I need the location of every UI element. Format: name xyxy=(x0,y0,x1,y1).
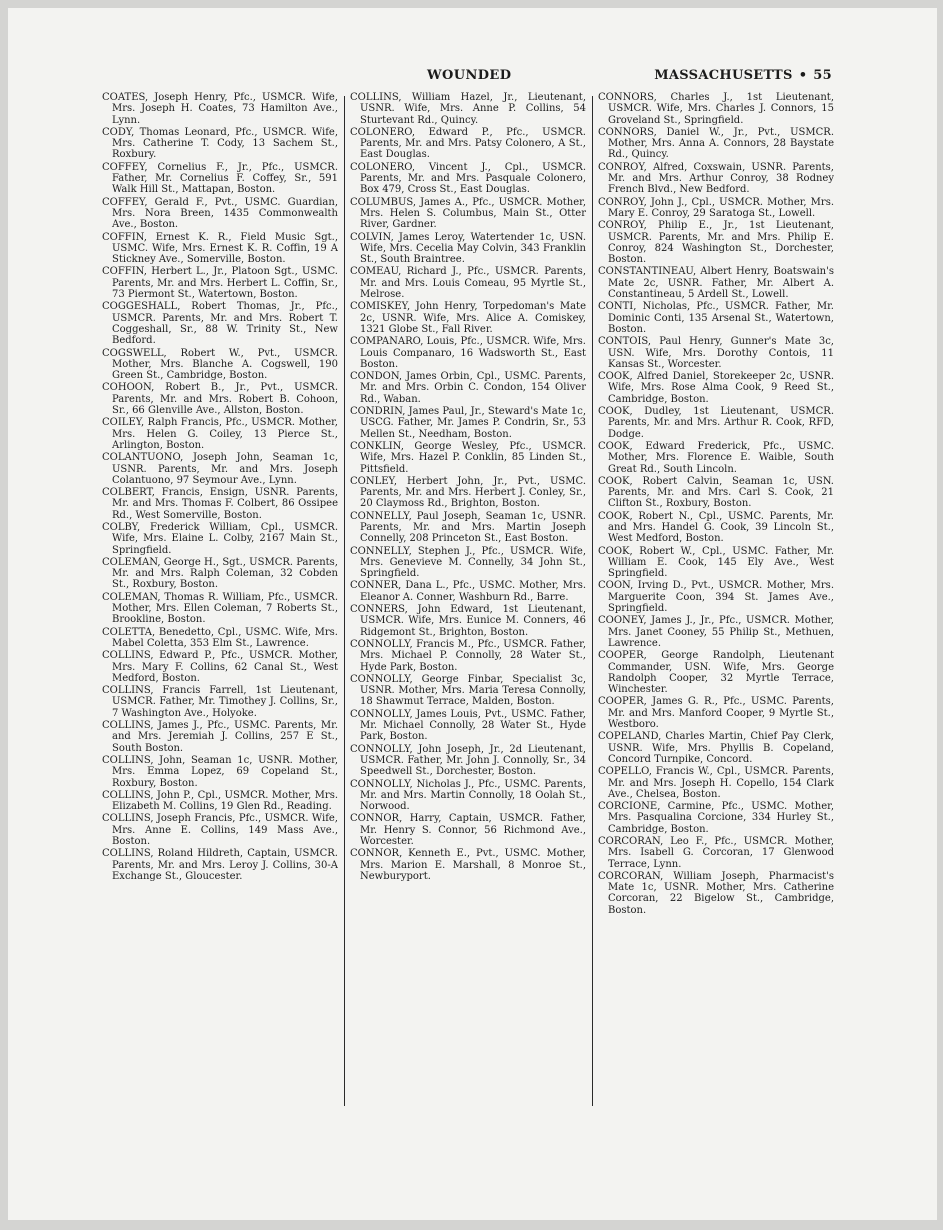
casualty-list xyxy=(100,92,836,1112)
casualty-entry: COLLINS, James J., Pfc., USMC. Parents, Mr. and Mrs. Jeremiah J. Collins, 257 E St., South Boston. xyxy=(102,720,338,754)
casualty-entry: CONDON, James Orbin, Cpl., USMC. Parents, Mr. and Mrs. Orbin C. Condon, 154 Oliver Rd., Waban. xyxy=(350,371,586,405)
casualty-entry: COOPER, James G. R., Pfc., USMC. Parents, Mr. and Mrs. Manford Cooper, 9 Myrtle St., Westboro. xyxy=(598,696,834,731)
casualty-entry: CONNOR, Kenneth E., Pvt., USMC. Mother, Mrs. Marion E. Marshall, 8 Monroe St., Newburyport. xyxy=(350,848,586,882)
column-1 xyxy=(102,92,338,1112)
casualty-entry: CORCORAN, Leo F., Pfc., USMCR. Mother, Mrs. Isabell G. Corcoran, 17 Glenwood Terrace, Lynn. xyxy=(598,836,834,870)
casualty-entry: COFFIN, Herbert L., Jr., Platoon Sgt., USMC. Parents, Mr. and Mrs. Herbert L. Coffin, Sr., 73 Piermont St., Watertown, Boston. xyxy=(102,266,338,301)
casualty-entry: COLONERO, Edward P., Pfc., USMCR. Parents, Mr. and Mrs. Patsy Colonero, A St., East Douglas. xyxy=(350,126,586,161)
casualty-entry: CONNOLLY, James Louis, Pvt., USMC. Father, Mr. Michael Connolly, 28 Water St., Hyde Park, Boston. xyxy=(350,708,586,743)
casualty-entry: COOK, Dudley, 1st Lieutenant, USMCR. Parents, Mr. and Mrs. Arthur R. Cook, RFD, Dodge. xyxy=(598,406,834,440)
running-head xyxy=(654,68,832,83)
casualty-entry: COLUMBUS, James A., Pfc., USMCR. Mother, Mrs. Helen S. Columbus, Main St., Otter River, Gardner. xyxy=(350,196,586,231)
scan-border-right xyxy=(937,0,943,1230)
casualty-entry: CONNELLY, Stephen J., Pfc., USMCR. Wife, Mrs. Genevieve M. Connelly, 34 John St., Springfield. xyxy=(350,545,586,580)
column-2 xyxy=(350,92,586,1112)
casualty-entry: CONNOLLY, George Finbar, Specialist 3c, USNR. Mother, Mrs. Maria Teresa Connolly, 18 Shawmut Terrace, Malden, Boston. xyxy=(350,673,586,708)
casualty-entry: COLLINS, Edward P., Pfc., USMCR. Mother, Mrs. Mary F. Collins, 62 Canal St., West Medford, Boston. xyxy=(102,650,338,684)
casualty-entry: CONROY, Philip E., Jr., 1st Lieutenant, USMCR. Parents, Mr. and Mrs. Philip E. Conroy, 824 Washington St., Dorchester, Boston. xyxy=(598,220,834,266)
casualty-entry: COLEMAN, George H., Sgt., USMCR. Parents, Mr. and Mrs. Ralph Coleman, 32 Cobden St., Roxbury, Boston. xyxy=(102,556,338,591)
casualty-entry: COONEY, James J., Jr., Pfc., USMCR. Mother, Mrs. Janet Cooney, 55 Philip St., Methuen, Lawrence. xyxy=(598,615,834,649)
casualty-entry: COLLINS, John, Seaman 1c, USNR. Mother, Mrs. Emma Lopez, 69 Copeland St., Roxbury, Boston. xyxy=(102,754,338,789)
casualty-entry: CONNOLLY, John Joseph, Jr., 2d Lieutenant, USMCR. Father, Mr. John J. Connolly, Sr., 34 Speedwell St., Dorchester, Boston. xyxy=(350,743,586,778)
casualty-entry: COLLINS, Roland Hildreth, Captain, USMCR. Parents, Mr. and Mrs. Leroy J. Collins, 30-A Exchange St., Gloucester. xyxy=(102,848,338,882)
casualty-entry: COPELLO, Francis W., Cpl., USMCR. Parents, Mr. and Mrs. Joseph H. Copello, 154 Clark Ave., Chelsea, Boston. xyxy=(598,766,834,800)
casualty-entry: CORCORAN, William Joseph, Pharmacist's Mate 1c, USNR. Mother, Mrs. Catherine Corcoran, 22 Bigelow St., Cambridge, Boston. xyxy=(598,870,834,916)
column-3 xyxy=(598,92,834,1112)
casualty-entry: COFFEY, Gerald F., Pvt., USMC. Guardian, Mrs. Nora Breen, 1435 Commonwealth Ave., Boston. xyxy=(102,196,338,231)
casualty-entry: COLLINS, Francis Farrell, 1st Lieutenant, USMCR. Father, Mr. Timothey J. Collins, Sr., 7 Washington Ave., Holyoke. xyxy=(102,685,338,719)
casualty-entry: COLBERT, Francis, Ensign, USNR. Parents, Mr. and Mrs. Thomas F. Colbert, 86 Ossipee Rd., West Somerville, Boston. xyxy=(102,487,338,521)
casualty-entry: COFFIN, Ernest K. R., Field Music Sgt., USMC. Wife, Mrs. Ernest K. R. Coffin, 19 A Stickney Ave., Somerville, Boston. xyxy=(102,231,338,266)
casualty-entry: COILEY, Ralph Francis, Pfc., USMCR. Mother, Mrs. Helen G. Coiley, 13 Pierce St., Arlington, Boston. xyxy=(102,417,338,451)
casualty-entry: COATES, Joseph Henry, Pfc., USMCR. Wife, Mrs. Joseph H. Coates, 73 Hamilton Ave., Lynn. xyxy=(102,92,338,126)
casualty-entry: CONLEY, Herbert John, Jr., Pvt., USMC. Parents, Mr. and Mrs. Herbert J. Conley, Sr., 20 Claymoss Rd., Brighton, Boston. xyxy=(350,475,586,510)
bullet-separator: • xyxy=(798,68,808,83)
column-divider-2 xyxy=(592,96,593,1106)
casualty-entry: CONNOLLY, Nicholas J., Pfc., USMC. Parents, Mr. and Mrs. Martin Connolly, 18 Oolah St., Norwood. xyxy=(350,778,586,813)
casualty-entry: COOK, Robert Calvin, Seaman 1c, USN. Parents, Mr. and Mrs. Carl S. Cook, 21 Clifton St., Roxbury, Boston. xyxy=(598,475,834,510)
casualty-entry: CONNOLLY, Francis M., Pfc., USMCR. Father, Mrs. Michael P. Connolly, 28 Water St., Hyde Park, Boston. xyxy=(350,638,586,673)
casualty-entry: COOK, Robert N., Cpl., USMC. Parents, Mr. and Mrs. Handel G. Cook, 39 Lincoln St., West Medford, Boston. xyxy=(598,510,834,545)
casualty-entry: COLLINS, William Hazel, Jr., Lieutenant, USNR. Wife, Mrs. Anne P. Collins, 54 Sturtevant Rd., Quincy. xyxy=(350,92,586,126)
section-title: WOUNDED xyxy=(427,68,512,83)
casualty-entry: CONSTANTINEAU, Albert Henry, Boatswain's Mate 2c, USNR. Father, Mr. Albert A. Constantineau, 5 Ardell St., Lowell. xyxy=(598,266,834,301)
casualty-entry: CONKLIN, George Wesley, Pfc., USMCR. Wife, Mrs. Hazel P. Conklin, 85 Linden St., Pittsfield. xyxy=(350,440,586,475)
scan-border-top xyxy=(0,0,943,8)
page-number: 55 xyxy=(813,68,832,83)
casualty-entry: CONROY, Alfred, Coxswain, USNR. Parents, Mr. and Mrs. Arthur Conroy, 38 Rodney French Blvd., New Bedford. xyxy=(598,161,834,196)
state-name: MASSACHUSETTS xyxy=(654,68,793,83)
casualty-entry: CONNOR, Harry, Captain, USMCR. Father, Mr. Henry S. Connor, 56 Richmond Ave., Worcester. xyxy=(350,813,586,847)
page-header xyxy=(102,68,832,88)
casualty-entry: COLEMAN, Thomas R. William, Pfc., USMCR. Mother, Mrs. Ellen Coleman, 7 Roberts St., Brookline, Boston. xyxy=(102,591,338,626)
casualty-entry: CONROY, John J., Cpl., USMCR. Mother, Mrs. Mary E. Conroy, 29 Saratoga St., Lowell. xyxy=(598,196,834,219)
casualty-entry: CONNORS, Daniel W., Jr., Pvt., USMCR. Mother, Mrs. Anna A. Connors, 28 Baystate Rd., Quincy. xyxy=(598,126,834,161)
casualty-entry: COLLINS, Joseph Francis, Pfc., USMCR. Wife, Mrs. Anne E. Collins, 149 Mass Ave., Boston. xyxy=(102,813,338,847)
casualty-entry: COGSWELL, Robert W., Pvt., USMCR. Mother, Mrs. Blanche A. Cogswell, 190 Green St., Cambridge, Boston. xyxy=(102,347,338,382)
casualty-entry: COGGESHALL, Robert Thomas, Jr., Pfc., USMCR. Parents, Mr. and Mrs. Robert T. Coggeshall, Sr., 88 W. Trinity St., New Bedford. xyxy=(102,301,338,347)
scan-border-left xyxy=(0,0,8,1230)
casualty-entry: COLONERO, Vincent J., Cpl., USMCR. Parents, Mr. and Mrs. Pasquale Colonero, Box 479, Cross St., East Douglas. xyxy=(350,161,586,196)
casualty-entry: CONNORS, Charles J., 1st Lieutenant, USMCR. Wife, Mrs. Charles J. Connors, 15 Groveland St., Springfield. xyxy=(598,92,834,126)
casualty-entry: COMISKEY, John Henry, Torpedoman's Mate 2c, USNR. Wife, Mrs. Alice A. Comiskey, 1321 Globe St., Fall River. xyxy=(350,301,586,335)
scan-border-bottom xyxy=(0,1220,943,1230)
casualty-entry: COLETTA, Benedetto, Cpl., USMC. Wife, Mrs. Mabel Coletta, 353 Elm St., Lawrence. xyxy=(102,626,338,649)
casualty-entry: COPELAND, Charles Martin, Chief Pay Clerk, USNR. Wife, Mrs. Phyllis B. Copeland, Concord Turnpike, Concord. xyxy=(598,731,834,765)
casualty-entry: COOK, Edward Frederick, Pfc., USMC. Mother, Mrs. Florence E. Waible, South Great Rd., South Lincoln. xyxy=(598,440,834,475)
casualty-entry: COON, Irving D., Pvt., USMCR. Mother, Mrs. Marguerite Coon, 394 St. James Ave., Springfield. xyxy=(598,580,834,615)
casualty-entry: COMEAU, Richard J., Pfc., USMCR. Parents, Mr. and Mrs. Louis Comeau, 95 Myrtle St., Melrose. xyxy=(350,266,586,301)
casualty-entry: COLLINS, John P., Cpl., USMCR. Mother, Mrs. Elizabeth M. Collins, 19 Glen Rd., Reading. xyxy=(102,789,338,813)
casualty-entry: COLANTUONO, Joseph John, Seaman 1c, USNR. Parents, Mr. and Mrs. Joseph Colantuono, 97 Seymour Ave., Lynn. xyxy=(102,452,338,486)
casualty-entry: CONNERS, John Edward, 1st Lieutenant, USMCR. Wife, Mrs. Eunice M. Conners, 46 Ridgemont St., Brighton, Boston. xyxy=(350,604,586,638)
casualty-entry: COLVIN, James Leroy, Watertender 1c, USN. Wife, Mrs. Cecelia May Colvin, 343 Franklin St., South Braintree. xyxy=(350,231,586,266)
casualty-entry: COHOON, Robert B., Jr., Pvt., USMCR. Parents, Mr. and Mrs. Robert B. Cohoon, Sr., 66 Glenville Ave., Allston, Boston. xyxy=(102,382,338,417)
column-divider-1 xyxy=(344,96,345,1106)
casualty-entry: COOK, Alfred Daniel, Storekeeper 2c, USNR. Wife, Mrs. Rose Alma Cook, 9 Reed St., Cambridge, Boston. xyxy=(598,371,834,405)
casualty-entry: CONNELLY, Paul Joseph, Seaman 1c, USNR. Parents, Mr. and Mrs. Martin Joseph Connelly, 208 Princeton St., East Boston. xyxy=(350,510,586,545)
casualty-entry: COOK, Robert W., Cpl., USMC. Father, Mr. William E. Cook, 145 Ely Ave., West Springfield. xyxy=(598,545,834,580)
casualty-entry: CODY, Thomas Leonard, Pfc., USMCR. Wife, Mrs. Catherine T. Cody, 13 Sachem St., Roxbury. xyxy=(102,126,338,161)
casualty-entry: CONTOIS, Paul Henry, Gunner's Mate 3c, USN. Wife, Mrs. Dorothy Contois, 11 Kansas St., Worcester. xyxy=(598,336,834,370)
casualty-entry: COLBY, Frederick William, Cpl., USMCR. Wife, Mrs. Elaine L. Colby, 2167 Main St., Springfield. xyxy=(102,521,338,556)
casualty-entry: CORCIONE, Carmine, Pfc., USMC. Mother, Mrs. Pasqualina Corcione, 334 Hurley St., Cambridge, Boston. xyxy=(598,801,834,835)
casualty-entry: CONNER, Dana L., Pfc., USMC. Mother, Mrs. Eleanor A. Conner, Washburn Rd., Barre. xyxy=(350,580,586,603)
casualty-entry: COMPANARO, Louis, Pfc., USMCR. Wife, Mrs. Louis Companaro, 16 Wadsworth St., East Boston. xyxy=(350,336,586,370)
casualty-entry: CONDRIN, James Paul, Jr., Steward's Mate 1c, USCG. Father, Mr. James P. Condrin, Sr., 53 Mellen St., Needham, Boston. xyxy=(350,406,586,440)
casualty-entry: COFFEY, Cornelius F., Jr., Pfc., USMCR. Father, Mr. Cornelius F. Coffey, Sr., 591 Walk Hill St., Mattapan, Boston. xyxy=(102,161,338,196)
casualty-entry: CONTI, Nicholas, Pfc., USMCR. Father, Mr. Dominic Conti, 135 Arsenal St., Watertown, Boston. xyxy=(598,301,834,335)
casualty-entry: COOPER, George Randolph, Lieutenant Commander, USN. Wife, Mrs. George Randolph Cooper, 32 Myrtle Terrace, Winchester. xyxy=(598,650,834,696)
